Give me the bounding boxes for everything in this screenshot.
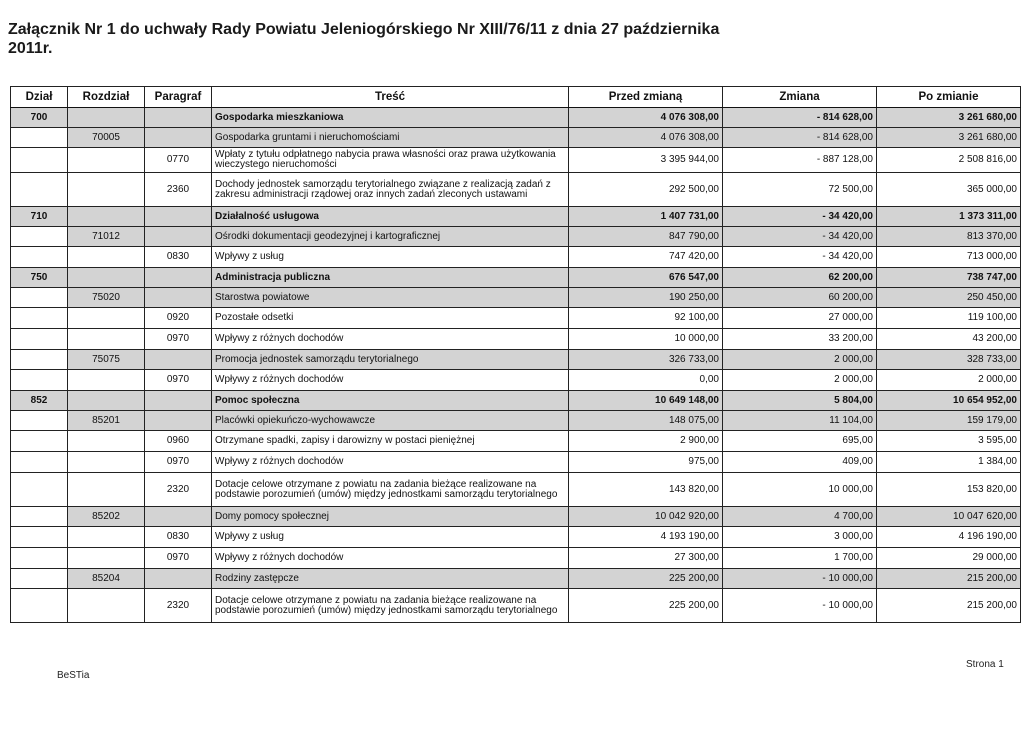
cell-tresc: Wpływy z różnych dochodów	[212, 370, 569, 391]
cell-zmiana: 72 500,00	[723, 173, 877, 207]
cell-paragraf	[145, 207, 212, 227]
cell-zmiana: 2 000,00	[723, 350, 877, 370]
table-row	[11, 569, 1021, 589]
cell-dzial: 852	[11, 391, 68, 411]
cell-rozdzial	[68, 527, 145, 548]
cell-przed: 143 820,00	[569, 473, 723, 507]
cell-rozdzial	[68, 391, 145, 411]
cell-paragraf	[145, 350, 212, 370]
cell-po: 250 450,00	[877, 288, 1021, 308]
header-zmiana: Zmiana	[723, 87, 877, 108]
cell-zmiana: 695,00	[723, 431, 877, 452]
cell-przed: 0,00	[569, 370, 723, 391]
cell-rozdzial	[68, 308, 145, 329]
cell-zmiana: 3 000,00	[723, 527, 877, 548]
cell-przed: 1 407 731,00	[569, 207, 723, 227]
cell-po: 328 733,00	[877, 350, 1021, 370]
cell-paragraf	[145, 391, 212, 411]
cell-przed: 4 193 190,00	[569, 527, 723, 548]
cell-przed: 292 500,00	[569, 173, 723, 207]
cell-rozdzial	[68, 268, 145, 288]
cell-rozdzial	[68, 148, 145, 173]
cell-dzial	[11, 370, 68, 391]
table-row	[11, 370, 1021, 391]
table-row	[11, 548, 1021, 569]
cell-przed: 225 200,00	[569, 589, 723, 623]
cell-tresc: Administracja publiczna	[212, 268, 569, 288]
header-po-zmianie: Po zmianie	[877, 87, 1021, 108]
cell-paragraf: 0970	[145, 452, 212, 473]
cell-rozdzial: 71012	[68, 227, 145, 247]
cell-zmiana: 33 200,00	[723, 329, 877, 350]
cell-dzial	[11, 431, 68, 452]
cell-zmiana: 1 700,00	[723, 548, 877, 569]
cell-tresc: Wpływy z różnych dochodów	[212, 548, 569, 569]
cell-tresc: Gospodarka mieszkaniowa	[212, 108, 569, 128]
table-row	[11, 268, 1021, 288]
cell-rozdzial	[68, 370, 145, 391]
cell-zmiana: 60 200,00	[723, 288, 877, 308]
cell-rozdzial	[68, 452, 145, 473]
table-row	[11, 308, 1021, 329]
cell-zmiana: - 10 000,00	[723, 589, 877, 623]
cell-tresc: Pomoc społeczna	[212, 391, 569, 411]
cell-dzial	[11, 148, 68, 173]
cell-paragraf: 0830	[145, 247, 212, 268]
cell-tresc: Gospodarka gruntami i nieruchomościami	[212, 128, 569, 148]
cell-po: 153 820,00	[877, 473, 1021, 507]
cell-przed: 975,00	[569, 452, 723, 473]
table-row	[11, 589, 1021, 623]
cell-tresc: Wpływy z usług	[212, 247, 569, 268]
cell-przed: 676 547,00	[569, 268, 723, 288]
cell-po: 159 179,00	[877, 411, 1021, 431]
cell-tresc: Wpływy z różnych dochodów	[212, 452, 569, 473]
table-row	[11, 350, 1021, 370]
table-row	[11, 128, 1021, 148]
cell-po: 215 200,00	[877, 569, 1021, 589]
cell-dzial	[11, 527, 68, 548]
cell-przed: 2 900,00	[569, 431, 723, 452]
cell-po: 1 373 311,00	[877, 207, 1021, 227]
cell-paragraf: 2360	[145, 173, 212, 207]
cell-zmiana: 11 104,00	[723, 411, 877, 431]
cell-przed: 10 042 920,00	[569, 507, 723, 527]
cell-dzial: 700	[11, 108, 68, 128]
cell-tresc: Pozostałe odsetki	[212, 308, 569, 329]
cell-paragraf: 0920	[145, 308, 212, 329]
cell-dzial	[11, 473, 68, 507]
cell-dzial	[11, 329, 68, 350]
footer-software-name: BeSTia	[57, 670, 90, 681]
cell-przed: 847 790,00	[569, 227, 723, 247]
cell-paragraf: 2320	[145, 473, 212, 507]
table-row	[11, 247, 1021, 268]
cell-rozdzial: 75020	[68, 288, 145, 308]
cell-zmiana: 4 700,00	[723, 507, 877, 527]
cell-zmiana: 10 000,00	[723, 473, 877, 507]
table-body	[11, 108, 1021, 623]
cell-paragraf	[145, 128, 212, 148]
table-row	[11, 173, 1021, 207]
cell-dzial	[11, 288, 68, 308]
cell-tresc: Wpłaty z tytułu odpłatnego nabycia prawa własności oraz prawa użytkowania wieczystego nieruchomości	[212, 148, 569, 173]
footer-page-number: Strona 1	[966, 659, 1004, 670]
table-row	[11, 207, 1021, 227]
cell-paragraf: 0830	[145, 527, 212, 548]
cell-rozdzial	[68, 207, 145, 227]
cell-rozdzial	[68, 548, 145, 569]
cell-paragraf: 0970	[145, 370, 212, 391]
cell-rozdzial: 85202	[68, 507, 145, 527]
table-row	[11, 507, 1021, 527]
cell-po: 713 000,00	[877, 247, 1021, 268]
cell-przed: 148 075,00	[569, 411, 723, 431]
cell-zmiana: - 34 420,00	[723, 247, 877, 268]
cell-dzial	[11, 452, 68, 473]
cell-po: 3 261 680,00	[877, 108, 1021, 128]
cell-po: 1 384,00	[877, 452, 1021, 473]
cell-zmiana: 409,00	[723, 452, 877, 473]
cell-przed: 10 649 148,00	[569, 391, 723, 411]
table-row	[11, 288, 1021, 308]
cell-zmiana: 27 000,00	[723, 308, 877, 329]
budget-table	[10, 86, 1021, 623]
cell-dzial: 710	[11, 207, 68, 227]
header-przed-zmiana: Przed zmianą	[569, 87, 723, 108]
cell-tresc: Domy pomocy społecznej	[212, 507, 569, 527]
cell-po: 2 000,00	[877, 370, 1021, 391]
cell-po: 365 000,00	[877, 173, 1021, 207]
cell-paragraf: 2320	[145, 589, 212, 623]
cell-dzial	[11, 569, 68, 589]
cell-dzial	[11, 350, 68, 370]
cell-tresc: Dochody jednostek samorządu terytorialnego związane z realizacją zadań z zakresu administracji rządowej oraz innych zadań zleconych ustawami	[212, 173, 569, 207]
cell-dzial	[11, 173, 68, 207]
cell-dzial	[11, 548, 68, 569]
cell-paragraf: 0970	[145, 329, 212, 350]
cell-przed: 4 076 308,00	[569, 108, 723, 128]
cell-dzial	[11, 227, 68, 247]
cell-po: 3 261 680,00	[877, 128, 1021, 148]
table-row	[11, 148, 1021, 173]
cell-po: 10 654 952,00	[877, 391, 1021, 411]
cell-rozdzial	[68, 108, 145, 128]
cell-po: 215 200,00	[877, 589, 1021, 623]
cell-przed: 4 076 308,00	[569, 128, 723, 148]
cell-zmiana: - 887 128,00	[723, 148, 877, 173]
cell-paragraf: 0960	[145, 431, 212, 452]
cell-tresc: Wpływy z różnych dochodów	[212, 329, 569, 350]
cell-przed: 747 420,00	[569, 247, 723, 268]
cell-przed: 190 250,00	[569, 288, 723, 308]
table-row	[11, 452, 1021, 473]
cell-zmiana: - 34 420,00	[723, 207, 877, 227]
cell-tresc: Rodziny zastępcze	[212, 569, 569, 589]
cell-rozdzial: 85204	[68, 569, 145, 589]
cell-dzial	[11, 589, 68, 623]
cell-po: 119 100,00	[877, 308, 1021, 329]
table-row	[11, 391, 1021, 411]
cell-dzial	[11, 507, 68, 527]
cell-paragraf	[145, 411, 212, 431]
cell-po: 738 747,00	[877, 268, 1021, 288]
header-tresc: Treść	[212, 87, 569, 108]
table-row	[11, 329, 1021, 350]
cell-rozdzial	[68, 247, 145, 268]
cell-paragraf	[145, 108, 212, 128]
cell-tresc: Ośrodki dokumentacji geodezyjnej i kartograficznej	[212, 227, 569, 247]
cell-po: 4 196 190,00	[877, 527, 1021, 548]
cell-tresc: Działalność usługowa	[212, 207, 569, 227]
cell-przed: 326 733,00	[569, 350, 723, 370]
cell-paragraf	[145, 227, 212, 247]
table-row	[11, 227, 1021, 247]
cell-rozdzial	[68, 173, 145, 207]
cell-tresc: Starostwa powiatowe	[212, 288, 569, 308]
table-row	[11, 108, 1021, 128]
cell-zmiana: - 814 628,00	[723, 108, 877, 128]
cell-zmiana: 62 200,00	[723, 268, 877, 288]
cell-paragraf: 0970	[145, 548, 212, 569]
table-row	[11, 411, 1021, 431]
cell-rozdzial: 85201	[68, 411, 145, 431]
header-rozdzial: Rozdział	[68, 87, 145, 108]
cell-po: 2 508 816,00	[877, 148, 1021, 173]
cell-rozdzial	[68, 473, 145, 507]
cell-dzial: 750	[11, 268, 68, 288]
cell-rozdzial	[68, 431, 145, 452]
cell-zmiana: 2 000,00	[723, 370, 877, 391]
cell-dzial	[11, 308, 68, 329]
cell-przed: 225 200,00	[569, 569, 723, 589]
cell-zmiana: - 34 420,00	[723, 227, 877, 247]
header-paragraf: Paragraf	[145, 87, 212, 108]
cell-rozdzial	[68, 589, 145, 623]
cell-przed: 27 300,00	[569, 548, 723, 569]
cell-rozdzial	[68, 329, 145, 350]
cell-rozdzial: 75075	[68, 350, 145, 370]
cell-tresc: Dotacje celowe otrzymane z powiatu na zadania bieżące realizowane na podstawie porozumień (umów) między jednostkami samorządu terytorialnego	[212, 473, 569, 507]
table-row	[11, 527, 1021, 548]
cell-zmiana: 5 804,00	[723, 391, 877, 411]
cell-paragraf	[145, 268, 212, 288]
cell-tresc: Placówki opiekuńczo-wychowawcze	[212, 411, 569, 431]
cell-zmiana: - 10 000,00	[723, 569, 877, 589]
cell-rozdzial: 70005	[68, 128, 145, 148]
table-header-row	[11, 87, 1021, 108]
cell-zmiana: - 814 628,00	[723, 128, 877, 148]
cell-dzial	[11, 128, 68, 148]
cell-paragraf	[145, 569, 212, 589]
cell-po: 43 200,00	[877, 329, 1021, 350]
header-dzial: Dział	[11, 87, 68, 108]
cell-paragraf	[145, 507, 212, 527]
cell-po: 10 047 620,00	[877, 507, 1021, 527]
cell-przed: 3 395 944,00	[569, 148, 723, 173]
document-title: Załącznik Nr 1 do uchwały Rady Powiatu Jeleniogórskiego Nr XIII/76/11 z dnia 27 października 2011r.	[8, 21, 720, 57]
cell-przed: 92 100,00	[569, 308, 723, 329]
table-row	[11, 473, 1021, 507]
cell-paragraf: 0770	[145, 148, 212, 173]
cell-dzial	[11, 247, 68, 268]
cell-po: 813 370,00	[877, 227, 1021, 247]
table-row	[11, 431, 1021, 452]
cell-tresc: Dotacje celowe otrzymane z powiatu na zadania bieżące realizowane na podstawie porozumień (umów) między jednostkami samorządu terytorialnego	[212, 589, 569, 623]
cell-tresc: Promocja jednostek samorządu terytorialnego	[212, 350, 569, 370]
cell-po: 3 595,00	[877, 431, 1021, 452]
cell-tresc: Wpływy z usług	[212, 527, 569, 548]
cell-przed: 10 000,00	[569, 329, 723, 350]
cell-po: 29 000,00	[877, 548, 1021, 569]
cell-dzial	[11, 411, 68, 431]
cell-paragraf	[145, 288, 212, 308]
cell-tresc: Otrzymane spadki, zapisy i darowizny w postaci pieniężnej	[212, 431, 569, 452]
